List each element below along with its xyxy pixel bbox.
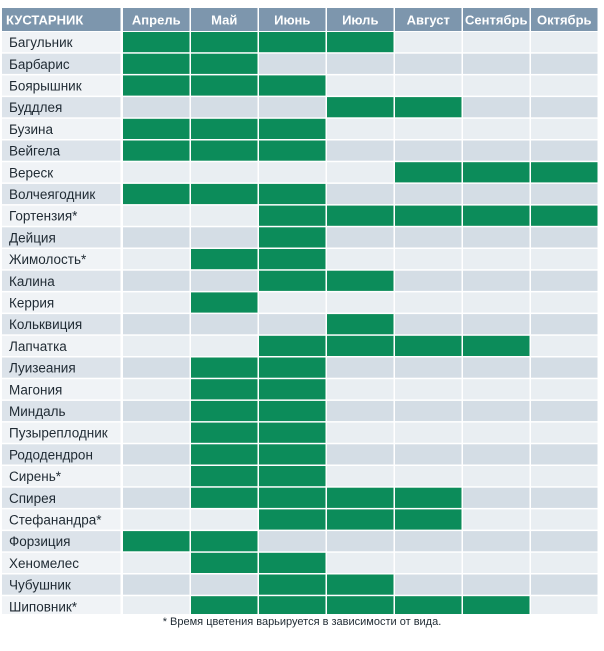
row-label: Боярышник <box>9 78 82 94</box>
empty-cell <box>531 97 598 117</box>
empty-cell <box>463 488 530 508</box>
empty-cell <box>259 531 326 551</box>
row-label: Хеномелес <box>9 555 79 571</box>
bloom-cell <box>531 206 598 226</box>
row-label: Чубушник <box>9 577 71 593</box>
empty-cell <box>123 379 190 399</box>
bloom-cell <box>259 488 326 508</box>
empty-cell <box>463 444 530 464</box>
bloom-cell <box>191 401 258 421</box>
row-label: Керрия <box>9 295 55 311</box>
row-label: Миндаль <box>9 404 66 419</box>
bloom-cell <box>463 596 530 614</box>
bloom-cell <box>395 206 462 226</box>
empty-cell <box>259 292 326 312</box>
empty-cell <box>123 314 190 334</box>
empty-cell <box>463 401 530 421</box>
bloom-cell <box>191 249 258 269</box>
empty-cell <box>463 553 530 573</box>
empty-cell <box>123 271 190 291</box>
empty-cell <box>395 401 462 421</box>
empty-cell <box>395 531 462 551</box>
empty-cell <box>463 119 530 139</box>
empty-cell <box>123 336 190 356</box>
empty-cell <box>123 227 190 247</box>
header-label-month: Август <box>406 12 450 28</box>
empty-cell <box>395 249 462 269</box>
empty-cell <box>531 531 598 551</box>
bloom-cell <box>327 206 394 226</box>
bloom-cell <box>395 336 462 356</box>
bloom-cell <box>327 97 394 117</box>
row-label: Буддлея <box>9 100 63 116</box>
empty-cell <box>463 75 530 95</box>
bloom-cell <box>463 336 530 356</box>
row-label: Лапчатка <box>9 338 67 354</box>
bloom-cell <box>327 314 394 334</box>
empty-cell <box>463 466 530 486</box>
empty-cell <box>531 509 598 529</box>
row-label: Сирень* <box>9 469 62 485</box>
bloom-cell <box>123 141 190 161</box>
empty-cell <box>463 227 530 247</box>
empty-cell <box>463 379 530 399</box>
empty-cell <box>259 54 326 74</box>
empty-cell <box>123 206 190 226</box>
row-label: Стефанандра* <box>9 512 102 528</box>
empty-cell <box>531 314 598 334</box>
bloom-cell <box>191 358 258 378</box>
empty-cell <box>531 227 598 247</box>
empty-cell <box>259 162 326 182</box>
row-label: Багульник <box>9 35 73 51</box>
header-label-month: Октябрь <box>536 12 592 28</box>
bloom-cell <box>259 596 326 614</box>
empty-cell <box>327 423 394 443</box>
empty-cell <box>191 271 258 291</box>
empty-cell <box>123 553 190 573</box>
empty-cell <box>123 249 190 269</box>
empty-cell <box>123 509 190 529</box>
bloom-cell <box>259 249 326 269</box>
empty-cell <box>531 379 598 399</box>
empty-cell <box>123 466 190 486</box>
empty-cell <box>123 488 190 508</box>
empty-cell <box>327 184 394 204</box>
bloom-cell <box>259 444 326 464</box>
empty-cell <box>395 32 462 52</box>
empty-cell <box>191 227 258 247</box>
empty-cell <box>191 314 258 334</box>
empty-cell <box>531 54 598 74</box>
bloom-cell <box>463 206 530 226</box>
empty-cell <box>531 488 598 508</box>
empty-cell <box>463 184 530 204</box>
empty-cell <box>463 141 530 161</box>
empty-cell <box>531 75 598 95</box>
row-label: Волчеягодник <box>9 187 96 202</box>
bloom-cell <box>259 575 326 595</box>
bloom-cell <box>259 423 326 443</box>
bloom-cell <box>259 32 326 52</box>
empty-cell <box>191 575 258 595</box>
bloom-cell <box>395 488 462 508</box>
row-label: Шиповник* <box>9 599 78 614</box>
bloom-cell <box>123 32 190 52</box>
bloom-cell <box>395 97 462 117</box>
header-label-month: Июль <box>342 12 379 28</box>
empty-cell <box>123 423 190 443</box>
row-label: Форзиция <box>9 534 71 550</box>
empty-cell <box>395 423 462 443</box>
empty-cell <box>463 423 530 443</box>
bloom-cell <box>191 466 258 486</box>
empty-cell <box>327 379 394 399</box>
bloom-cell <box>327 271 394 291</box>
empty-cell <box>463 249 530 269</box>
empty-cell <box>191 206 258 226</box>
bloom-cell <box>191 32 258 52</box>
bloom-cell <box>259 466 326 486</box>
empty-cell <box>395 358 462 378</box>
header-label-month: Май <box>211 12 238 28</box>
empty-cell <box>395 466 462 486</box>
empty-cell <box>463 314 530 334</box>
empty-cell <box>531 119 598 139</box>
row-label: Бузина <box>9 121 54 137</box>
bloom-cell <box>191 75 258 95</box>
header-label-month: Апрель <box>131 12 181 28</box>
bloom-cell <box>191 423 258 443</box>
bloom-cell <box>191 444 258 464</box>
bloom-cell <box>531 162 598 182</box>
empty-cell <box>463 54 530 74</box>
empty-cell <box>327 444 394 464</box>
header-label-shrub: КУСТАРНИК <box>6 12 84 28</box>
header-label-month: Июнь <box>274 12 311 28</box>
bloom-cell <box>191 292 258 312</box>
empty-cell <box>191 162 258 182</box>
empty-cell <box>327 227 394 247</box>
bloom-cell <box>259 336 326 356</box>
bloom-cell <box>327 596 394 614</box>
bloom-cell <box>259 75 326 95</box>
bloom-cell <box>191 488 258 508</box>
bloom-cell <box>191 379 258 399</box>
bloom-cell <box>327 488 394 508</box>
bloom-cell <box>191 141 258 161</box>
empty-cell <box>327 249 394 269</box>
empty-cell <box>327 553 394 573</box>
row-label: Луизеания <box>9 360 76 376</box>
row-label: Пузыреплодник <box>9 425 108 441</box>
empty-cell <box>531 249 598 269</box>
empty-cell <box>395 227 462 247</box>
row-label: Кольквиция <box>9 317 83 333</box>
empty-cell <box>327 54 394 74</box>
row-label: Магония <box>9 382 63 398</box>
empty-cell <box>327 358 394 378</box>
empty-cell <box>463 292 530 312</box>
empty-cell <box>327 162 394 182</box>
empty-cell <box>123 358 190 378</box>
empty-cell <box>531 423 598 443</box>
empty-cell <box>531 401 598 421</box>
row-label: Спирея <box>9 490 56 506</box>
bloom-cell <box>395 509 462 529</box>
empty-cell <box>395 54 462 74</box>
empty-cell <box>395 553 462 573</box>
empty-cell <box>395 444 462 464</box>
empty-cell <box>531 292 598 312</box>
empty-cell <box>327 292 394 312</box>
bloom-cell <box>191 531 258 551</box>
row-label: Барбарис <box>9 56 70 72</box>
empty-cell <box>395 575 462 595</box>
empty-cell <box>123 162 190 182</box>
bloom-cell <box>259 401 326 421</box>
empty-cell <box>123 596 190 614</box>
empty-cell <box>259 97 326 117</box>
bloom-cell <box>395 596 462 614</box>
empty-cell <box>191 336 258 356</box>
empty-cell <box>191 509 258 529</box>
footnote: * Время цветения варьируется в зависимости от вида. <box>162 616 442 628</box>
bloom-cell <box>123 119 190 139</box>
bloom-cell <box>259 184 326 204</box>
empty-cell <box>259 314 326 334</box>
empty-cell <box>395 141 462 161</box>
bloom-cell <box>191 553 258 573</box>
row-label: Рододендрон <box>9 447 93 463</box>
bloom-cell <box>191 119 258 139</box>
row-label: Гортензия* <box>9 208 78 224</box>
empty-cell <box>531 358 598 378</box>
bloom-cell <box>259 553 326 573</box>
bloom-cell <box>259 227 326 247</box>
empty-cell <box>395 184 462 204</box>
empty-cell <box>395 379 462 399</box>
empty-cell <box>395 292 462 312</box>
row-label: Дейция <box>9 230 56 246</box>
empty-cell <box>327 401 394 421</box>
bloom-cell <box>327 336 394 356</box>
empty-cell <box>123 444 190 464</box>
empty-cell <box>463 97 530 117</box>
row-label: Калина <box>9 273 55 289</box>
empty-cell <box>531 466 598 486</box>
bloom-cell <box>259 206 326 226</box>
empty-cell <box>191 97 258 117</box>
empty-cell <box>123 292 190 312</box>
bloom-cell <box>259 119 326 139</box>
empty-cell <box>395 314 462 334</box>
bloom-cell <box>259 358 326 378</box>
empty-cell <box>463 575 530 595</box>
row-label: Вейгела <box>9 143 61 159</box>
empty-cell <box>327 141 394 161</box>
empty-cell <box>327 119 394 139</box>
bloom-cell <box>259 271 326 291</box>
empty-cell <box>531 32 598 52</box>
empty-cell <box>463 271 530 291</box>
bloom-cell <box>123 75 190 95</box>
bloom-cell <box>123 54 190 74</box>
empty-cell <box>463 32 530 52</box>
empty-cell <box>395 119 462 139</box>
empty-cell <box>395 75 462 95</box>
bloom-cell <box>259 509 326 529</box>
bloom-cell <box>327 509 394 529</box>
empty-cell <box>123 401 190 421</box>
row-label: Вереск <box>9 165 54 181</box>
empty-cell <box>531 444 598 464</box>
empty-cell <box>531 575 598 595</box>
bloom-cell <box>191 54 258 74</box>
empty-cell <box>531 141 598 161</box>
empty-cell <box>463 358 530 378</box>
bloom-cell <box>327 575 394 595</box>
empty-cell <box>531 553 598 573</box>
bloom-cell <box>123 531 190 551</box>
row-label: Жимолость* <box>9 252 87 268</box>
bloom-cell <box>259 379 326 399</box>
empty-cell <box>395 271 462 291</box>
empty-cell <box>123 575 190 595</box>
bloom-cell <box>191 596 258 614</box>
bloom-cell <box>327 32 394 52</box>
bloom-cell <box>191 184 258 204</box>
bloom-cell <box>123 184 190 204</box>
empty-cell <box>123 97 190 117</box>
header-label-month: Сентябрь <box>465 12 528 28</box>
empty-cell <box>327 531 394 551</box>
empty-cell <box>531 596 598 614</box>
empty-cell <box>327 466 394 486</box>
empty-cell <box>327 75 394 95</box>
bloom-cell <box>395 162 462 182</box>
empty-cell <box>531 271 598 291</box>
empty-cell <box>531 336 598 356</box>
empty-cell <box>463 531 530 551</box>
empty-cell <box>531 184 598 204</box>
empty-cell <box>463 509 530 529</box>
bloom-cell <box>259 141 326 161</box>
bloom-cell <box>463 162 530 182</box>
